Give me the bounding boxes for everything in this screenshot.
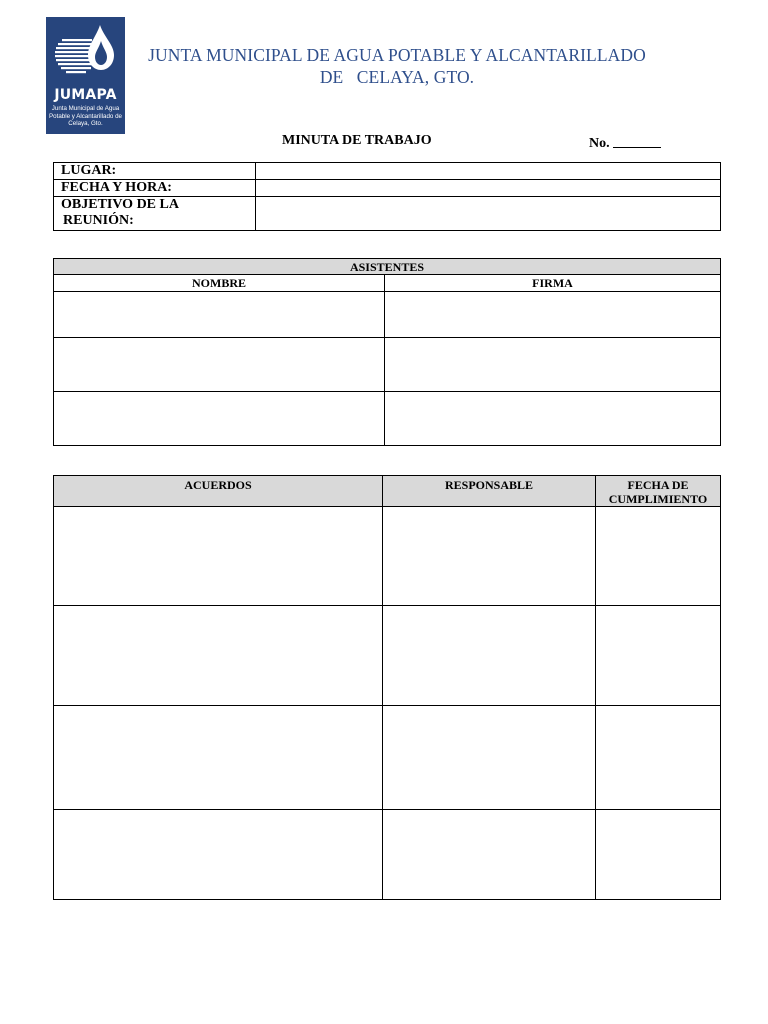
- logo-brand: JUMAPA: [54, 87, 117, 103]
- attendee-name-cell[interactable]: [54, 392, 385, 446]
- label-objetivo-line-1: OBJETIVO DE LA: [61, 197, 179, 212]
- attendee-row: [54, 292, 721, 338]
- agreement-cell[interactable]: [54, 507, 383, 606]
- water-drop-icon: [46, 17, 125, 89]
- column-responsable: RESPONSABLE: [383, 476, 596, 507]
- agreements-table: [53, 475, 721, 900]
- agreement-row: [54, 507, 721, 606]
- agreement-cell[interactable]: [54, 606, 383, 706]
- attendees-header: ASISTENTES: [54, 259, 721, 275]
- responsible-cell[interactable]: [383, 810, 596, 900]
- label-lugar: LUGAR:: [54, 163, 256, 180]
- number-label: No.: [589, 136, 610, 151]
- attendees-table: [53, 258, 721, 446]
- attendee-signature-cell[interactable]: [385, 292, 721, 338]
- minute-number: [589, 133, 661, 152]
- agreement-row: [54, 606, 721, 706]
- due-date-cell[interactable]: [596, 706, 721, 810]
- column-firma: FIRMA: [385, 275, 721, 292]
- document-title: MINUTA DE TRABAJO: [282, 133, 432, 148]
- jumapa-logo: [46, 17, 125, 134]
- label-objetivo-line-2: REUNIÓN:: [63, 213, 134, 228]
- attendee-row: [54, 392, 721, 446]
- agreement-cell[interactable]: [54, 706, 383, 810]
- org-line-1: JUNTA MUNICIPAL DE AGUA POTABLE Y ALCANTARILLADO: [148, 45, 646, 65]
- agreement-cell[interactable]: [54, 810, 383, 900]
- column-fecha-cumplimiento: FECHA DE CUMPLIMIENTO: [596, 476, 721, 507]
- logo-subtitle: Junta Municipal de Agua Potable y Alcantarillado de Celaya, Gto.: [49, 105, 122, 128]
- responsible-cell[interactable]: [383, 706, 596, 810]
- attendee-name-cell[interactable]: [54, 292, 385, 338]
- due-date-cell[interactable]: [596, 507, 721, 606]
- attendee-signature-cell[interactable]: [385, 338, 721, 392]
- field-fecha-hora[interactable]: [256, 180, 721, 197]
- label-fecha-hora: FECHA Y HORA:: [54, 180, 256, 197]
- field-objetivo[interactable]: [256, 197, 721, 231]
- column-nombre: NOMBRE: [54, 275, 385, 292]
- column-acuerdos: ACUERDOS: [54, 476, 383, 507]
- attendee-name-cell[interactable]: [54, 338, 385, 392]
- attendee-row: [54, 338, 721, 392]
- org-line-2: DE CELAYA, GTO.: [319, 67, 475, 87]
- attendee-signature-cell[interactable]: [385, 392, 721, 446]
- responsible-cell[interactable]: [383, 606, 596, 706]
- agreement-row: [54, 706, 721, 810]
- responsible-cell[interactable]: [383, 507, 596, 606]
- label-objetivo: [54, 197, 256, 231]
- due-date-cell[interactable]: [596, 810, 721, 900]
- meeting-info-table: [53, 162, 721, 231]
- agreement-row: [54, 810, 721, 900]
- field-lugar[interactable]: [256, 163, 721, 180]
- number-blank-field[interactable]: [613, 133, 661, 148]
- due-date-cell[interactable]: [596, 606, 721, 706]
- organization-name: [126, 44, 668, 88]
